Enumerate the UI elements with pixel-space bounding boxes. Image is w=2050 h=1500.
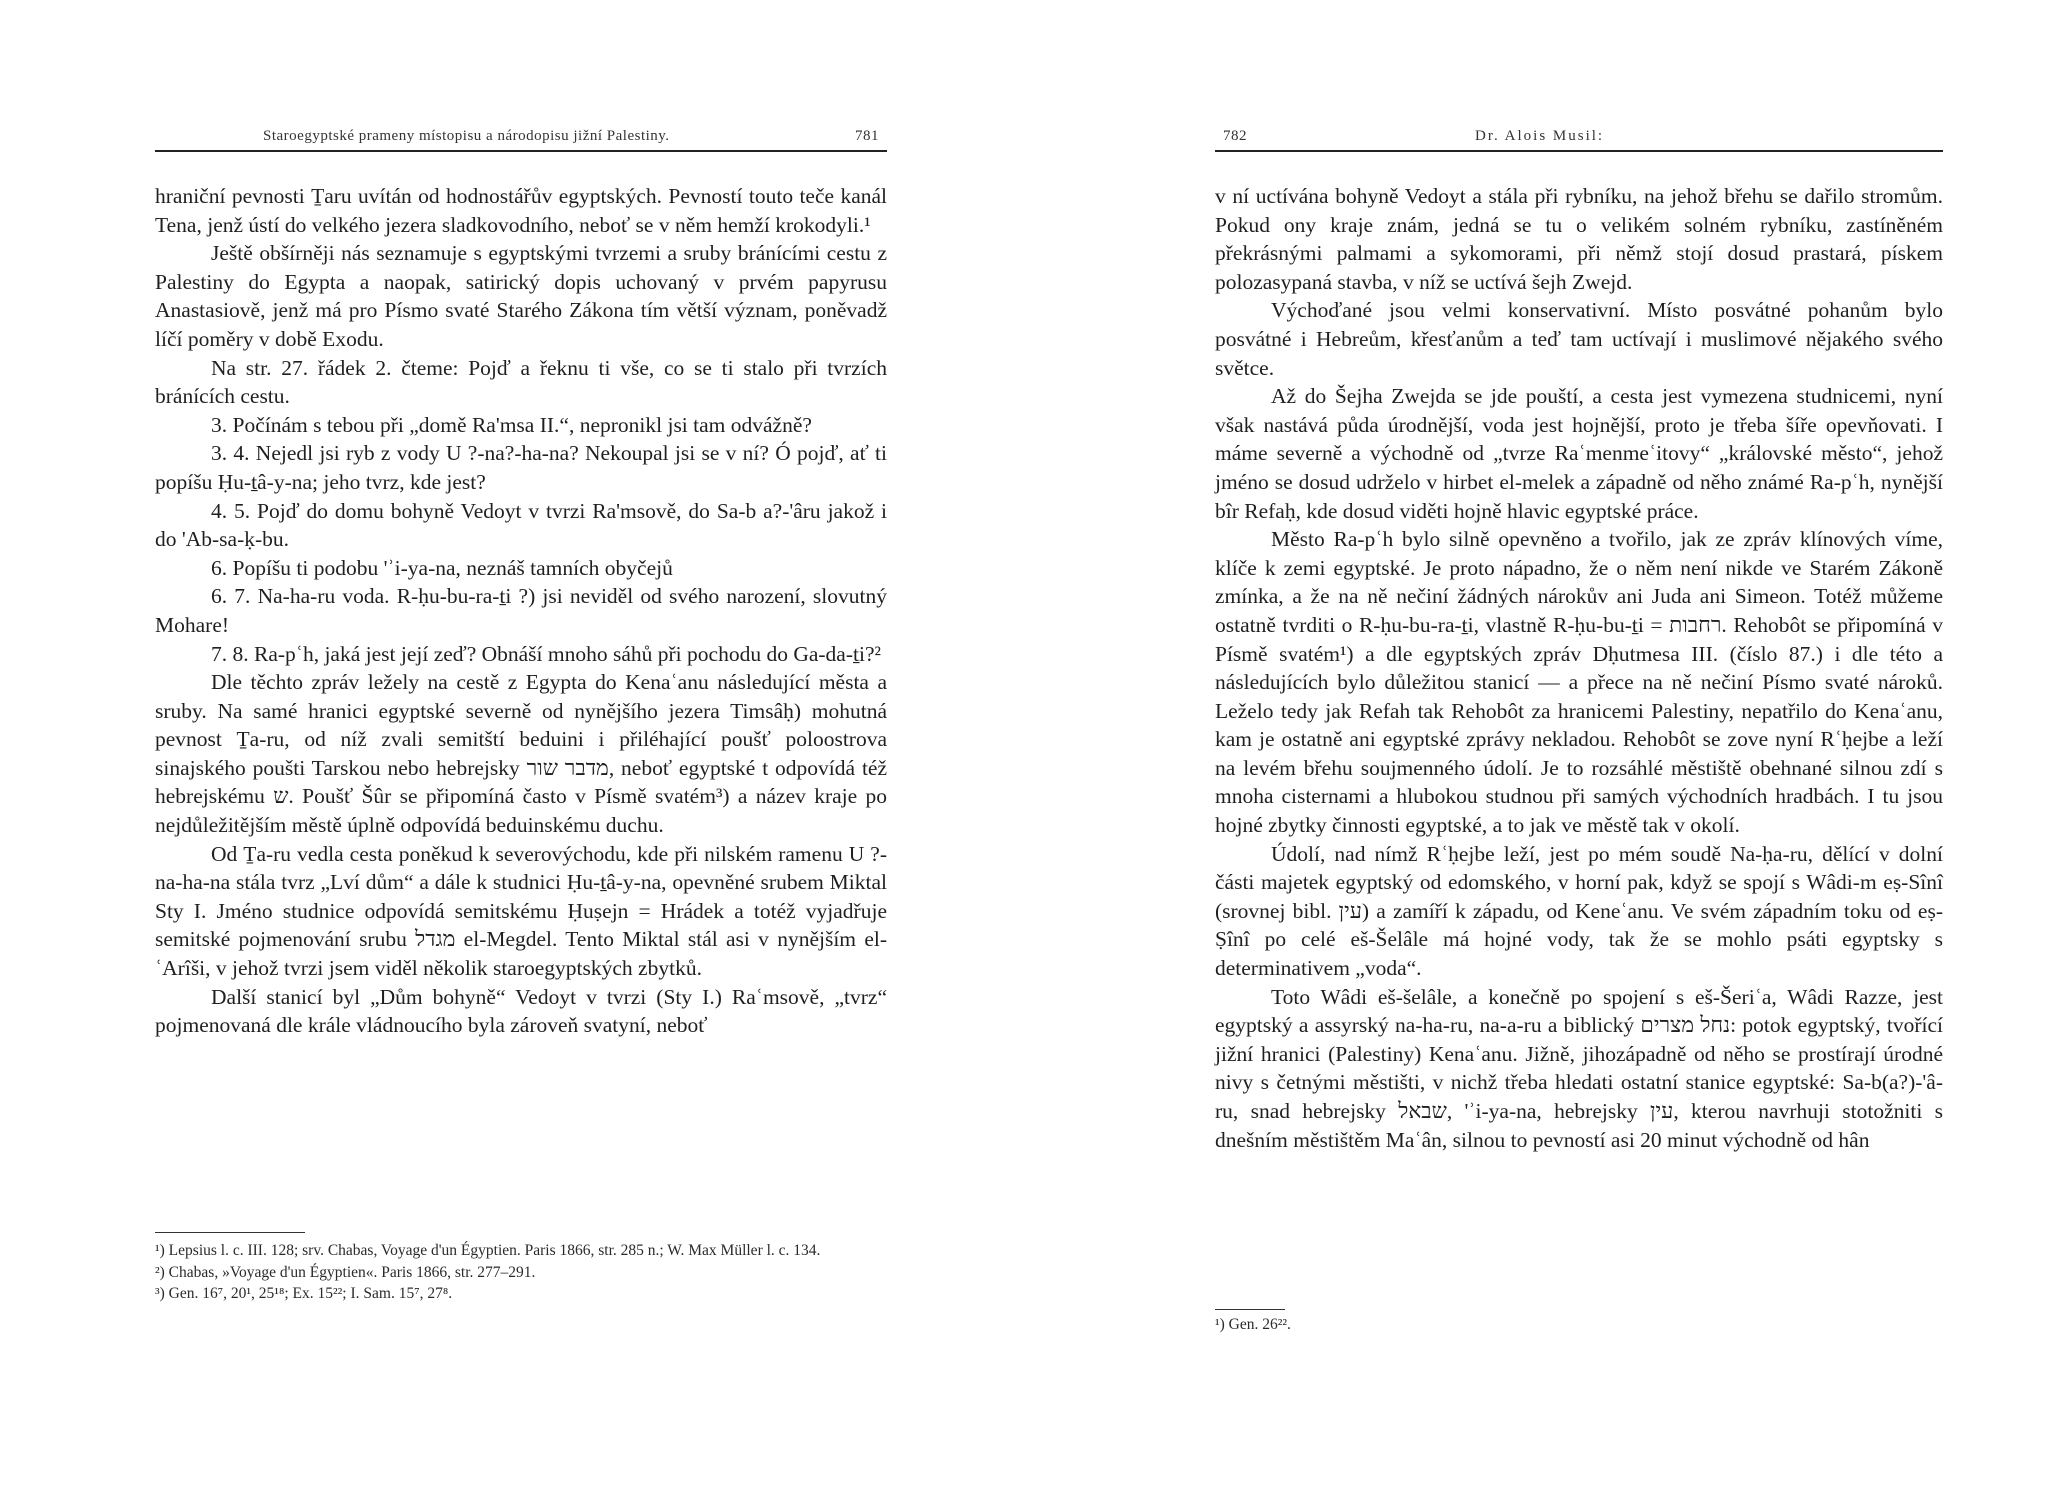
footnote: ²) Chabas, »Voyage d'un Égyptien«. Paris 1866, str. 277–291. <box>155 1263 536 1281</box>
footnote-rule <box>1215 1309 1285 1310</box>
paragraph: 3. 4. Nejedl jsi ryb z vody U ?-na?-ha-na? Nekoupal jsi se v ní? Ó pojď, ať ti popíšu Ḥu-ṯâ-y-na; jeho tvrz, kde jest? <box>155 441 887 494</box>
paragraph: Ještě obšírněji nás seznamuje s egyptskými tvrzemi a sruby bránícími cestu z Palestiny do Egypta a naopak, satirický dopis uchovaný v prvém papyrusu Anastasiově, jenž má pro Písmo svaté Starého Zákona tím větší význam, poněvadž líčí poměry v době Exodu. <box>155 241 887 351</box>
body-text <box>155 182 887 1040</box>
paragraph: 4. 5. Pojď do domu bohyně Vedoyt v tvrzi Ra'msově, do Sa-b a?-'âru jakož i do 'Ab-sa-ḳ-bu. <box>155 498 887 552</box>
paragraph: hraniční pevnosti Ṯaru uvítán od hodnostářův egyptských. Pevností touto teče kanál Tena, jenž ústí do velkého jezera sladkovodního, neboť se v něm hemží krokodyli.¹ <box>155 184 887 237</box>
running-head <box>155 126 887 152</box>
footnote: ³) Gen. 16⁷, 20¹, 25¹⁸; Ex. 15²²; I. Sam. 15⁷, 27⁸. <box>155 1285 453 1302</box>
paragraph: Od Ṯa-ru vedla cesta poněkud k severovýchodu, kde při nilském ramenu U ?-na-ha-na stála tvrz „Lví dům“ a dále k studnici Ḥu-ṯâ-y-na, opevněné srubem Miktal Sty I. Jméno studnice odpovídá semitskému Ḥuṣejn = Hrádek a totéž vyjadřuje semitské pojmenování srubu מגדל el-Megdel. Tento Miktal stál asi v nynějším el-ʿArîši, v jehož tvrzi jsem viděl několik staroegyptských zbytků. <box>155 841 887 981</box>
footnote-rule <box>155 1232 305 1233</box>
page-number: 782 <box>1223 128 1247 144</box>
paragraph: v ní uctívána bohyně Vedoyt a stála při rybníku, na jehož břehu se dařilo stromům. Pokud ony kraje znám, jedná se tu o velikém solném rybníku, zastíněném překrásnými palmami a sykomorami, při němž stojí dosud prastará, pískem polozasypaná stavba, v níž se uctívá šejh Zwejd. <box>1215 184 1943 294</box>
paragraph: Další stanicí byl „Dům bohyně“ Vedoyt v tvrzi (Sty I.) Raʿmsově, „tvrz“ pojmenovaná dle krále vládnoucího byla zároveň svatyní, neboť <box>155 984 887 1038</box>
page-number: 781 <box>855 128 879 144</box>
paragraph: Na str. 27. řádek 2. čteme: Pojď a řeknu ti vše, co se ti stalo při tvrzích bránících cestu. <box>155 355 887 409</box>
right-page <box>1025 0 2050 1500</box>
footnote: ¹) Lepsius l. c. III. 128; srv. Chabas, Voyage d'un Égyptien. Paris 1866, str. 285 n.; W. Max Müller l. c. 134. <box>155 1242 821 1259</box>
paragraph: Až do Šejha Zwejda se jde pouští, a cesta jest vymezena studnicemi, nyní však nastává půda úrodnější, voda jest hojnější, proto je třeba šíře opevňovati. I máme severně a východně od „tvrze Raʿmenmeʿitovy“ „královské město“, jehož jméno se dosud udrželo v hirbet el-melek a západně od něho známé Ra-pʿh, nynější bîr Refaḥ, kde dosud viděti hojně hlavic egyptské práce. <box>1215 384 1943 523</box>
footnotes <box>155 1240 887 1305</box>
running-head <box>1215 126 1943 152</box>
paragraph: Výchoďané jsou velmi konservativní. Místo posvátné pohanům bylo posvátné i Hebreům, křesťanům a teď tam uctívají i muslimové nějakého svého světce. <box>1215 298 1943 380</box>
paragraph: 3. Počínám s tebou při „domě Ra'msa II.“, nepronikl jsi tam odvážně? <box>211 412 812 437</box>
running-head-title: Staroegyptské prameny místopisu a národopisu jižní Palestiny. <box>263 128 670 144</box>
paragraph: 6. Popíšu ti podobu 'ʾi-ya-na, neznáš tamních obyčejů <box>211 555 673 580</box>
footnote: ¹) Gen. 26²². <box>1215 1316 1291 1333</box>
paragraph: 7. 8. Ra-pʿh, jaká jest její zeď? Obnáší mnoho sáhů při pochodu do Ga-da-ṯi?² <box>211 641 881 666</box>
paragraph: Dle těchto zpráv ležely na cestě z Egypta do Kenaʿanu následující města a sruby. Na samé hranici egyptské severně od nynějšího jezera Timsâḥ) mohutná pevnost Ṯa-ru, od níž zvali semitští beduini i přiléhající poušť poloostrova sinajského poušti Tarskou nebo hebrejsky מדבר שור, neboť egyptské t odpovídá též hebrejskému ש. Poušť Šûr se připomíná často v Písmě svatém³) a název kraje po nejdůležitějším městě úplně odpovídá beduinskému duchu. <box>155 670 888 838</box>
paragraph: Údolí, nad nímž Rʿḥejbe leží, jest po mém soudě Na-ḥa-ru, dělící v dolní části majetek egyptský od edomského, v horní pak, když se spojí s Wâdi-m eṣ-Sînî (srovnej bibl. עין) a zamíří k západu, od Keneʿanu. Ve svém západním toku od eṣ-Ṣînî po celé eš-Šelâle má hojné vody, tak že se mohlo psáti egyptsky s determinativem „voda“. <box>1215 841 1943 981</box>
paragraph: Město Ra-pʿh bylo silně opevněno a tvořilo, jak ze zpráv klínových víme, klíče k zemi egyptské. Je proto nápadno, že o něm není nikde ve Starém Zákoně zmínka, a že na ně nečiní žádných nárokův ani Juda ani Simeon. Totéž můžeme ostatně tvrditi o R-ḥu-bu-ra-ṯi, vlastně R-ḥu-bu-ṯi = רחבות. Rehobôt se připomíná v Písmě svatém¹) a dle egyptských zpráv Dḥutmesa III. (číslo 87.) i dle této a následujících bylo důležitou stanicí — a přece na ně nečiní Písmo svaté nároků. Leželo tedy jak Refah tak Rehobôt za hranicemi Palestiny, nepatřilo do Kenaʿanu, kam je ostatně ani egyptské zprávy nekladou. Rehobôt se zove nyní Rʿḥejbe a leží na levém břehu soujmenného údolí. Je to rozsáhlé městiště obehnané silnou zdí s mnoha cisternami a hlubokou studnou při samých východních hradbách. I tu jsou hojné zbytky činnosti egyptské, a to jak ve městě tak v okolí. <box>1215 527 1944 838</box>
running-head-title: Dr. Alois Musil: <box>1475 128 1605 144</box>
paragraph: Toto Wâdi eš-šelâle, a konečně po spojení s eš-Šeriʿa, Wâdi Razze, jest egyptský a assyrský na-ha-ru, na-a-ru a biblický נחל מצרים: potok egyptský, tvořící jižní hranici (Palestiny) Kenaʿanu. Jižně, jihozápadně od něho se prostírají úrodné nivy s četnými městišti, v nichž třeba hledati ostatní stanice egyptské: Sa-b(a?)-'â-ru, snad hebrejsky שבאל, 'ʾi-ya-na, hebrejsky עין, kterou navrhuji stotožniti s dnešním městištěm Maʿân, silnou to pevností asi 20 minut východně od hân <box>1215 984 1943 1152</box>
footnotes <box>1215 1314 1943 1336</box>
paragraph: 6. 7. Na-ha-ru voda. R-ḥu-bu-ra-ṯi ?) jsi neviděl od svého narození, slovutný Mohare! <box>155 584 887 637</box>
body-text <box>1215 182 1943 1154</box>
